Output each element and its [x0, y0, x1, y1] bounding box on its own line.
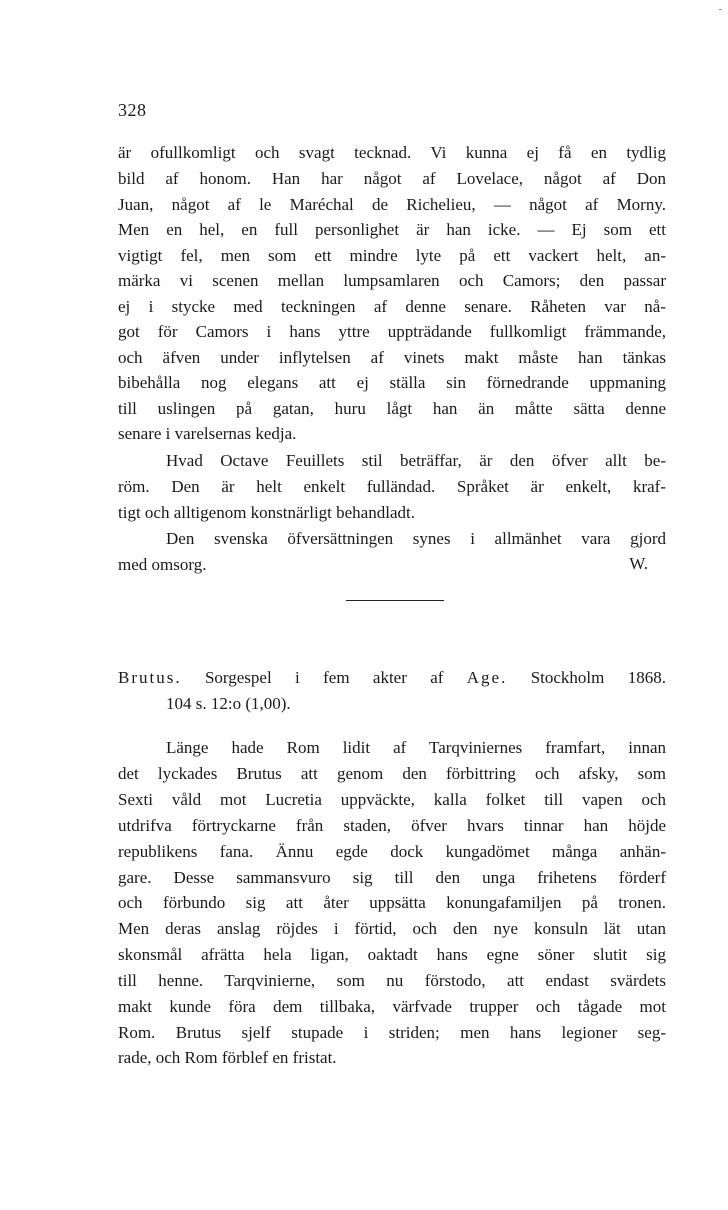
text-line: till uslingen på gatan, huru lågt han än måtte sätta denne [118, 399, 666, 418]
text-line: Men deras anslag röjdes i förtid, och den nye konsuln lät utan [118, 919, 666, 938]
page-number: 328 [118, 100, 147, 120]
text-line: röm. Den är helt enkelt fulländad. Språket är enkelt, kraf- [118, 477, 666, 496]
text-line: tigt och alltigenom konstnärligt behandladt. [118, 503, 415, 522]
text-line: Juan, något af le Maréchal de Richelieu, — något af Morny. [118, 195, 666, 214]
text-line: Hvad Octave Feuillets stil beträffar, är den öfver allt be- [166, 451, 666, 470]
text-line: republikens fana. Ännu egde dock kungadömet många anhän- [118, 842, 666, 861]
heading-place-year: Stockholm 1868. [507, 668, 666, 687]
text-line: Länge hade Rom lidit af Tarqviniernes framfart, innan [166, 738, 666, 757]
heading-author: Age. [466, 668, 508, 687]
text-line: det lyckades Brutus att genom den förbittring och afsky, som [118, 764, 666, 783]
text-line: är ofullkomligt och svagt tecknad. Vi kunna ej få en tydlig [118, 143, 666, 162]
text-line: Sexti våld mot Lucretia uppväckte, kalla folket till vapen och [118, 790, 666, 809]
text-line: rade, och Rom förblef en fristat. [118, 1048, 337, 1067]
text-line: Den svenska öfversättningen synes i allmänhet vara gjord [166, 529, 666, 548]
text-line: bibehålla nog elegans att ej ställa sin förnedrande uppmaning [118, 373, 666, 392]
text-line: ej i stycke med teckningen af denne senare. Råheten var nå- [118, 297, 666, 316]
text-line: märka vi scenen mellan lumpsamlaren och Camors; den passar [118, 271, 666, 290]
text-line: vigtigt fel, men som ett mindre lyte på ett vackert helt, an- [118, 246, 666, 265]
text-line: och äfven under inflytelsen af vinets makt måste han tänkas [118, 348, 666, 367]
heading-subtitle: Sorgespel i fem akter af [181, 668, 467, 687]
text-line: utdrifva förtryckarne från staden, öfver hvars tinnar han höjde [118, 816, 666, 835]
text-line: got för Camors i hans yttre uppträdande fullkomligt främmande, [118, 322, 666, 341]
text-line: till henne. Tarqvinierne, som nu förstodo, att endast svärdets [118, 971, 666, 990]
heading-title: Brutus. [118, 668, 182, 687]
text-line: Men en hel, en full personlighet är han icke. — Ej som ett [118, 220, 666, 239]
review-heading [118, 667, 666, 689]
corner-mark: - [718, 4, 722, 15]
text-line: Rom. Brutus sjelf stupade i striden; men hans legioner seg- [118, 1023, 666, 1042]
text-line: makt kunde föra dem tillbaka, värfvade trupper och tågade mot [118, 997, 666, 1016]
text-line: gare. Desse sammansvuro sig till den unga frihetens förderf [118, 868, 666, 887]
section-divider [346, 600, 444, 601]
text-line: senare i varelsernas kedja. [118, 424, 297, 443]
text-line: skonsmål afrätta hela ligan, oaktadt hans egne söner slutit sig [118, 945, 666, 964]
text-line: med omsorg. [118, 555, 207, 574]
text-line: och förbundo sig att åter uppsätta konungafamiljen på tronen. [118, 893, 666, 912]
text-line: bild af honom. Han har något af Lovelace, något af Don [118, 169, 666, 188]
heading-details: 104 s. 12:o (1,00). [166, 694, 291, 713]
signature: W. [629, 554, 648, 573]
